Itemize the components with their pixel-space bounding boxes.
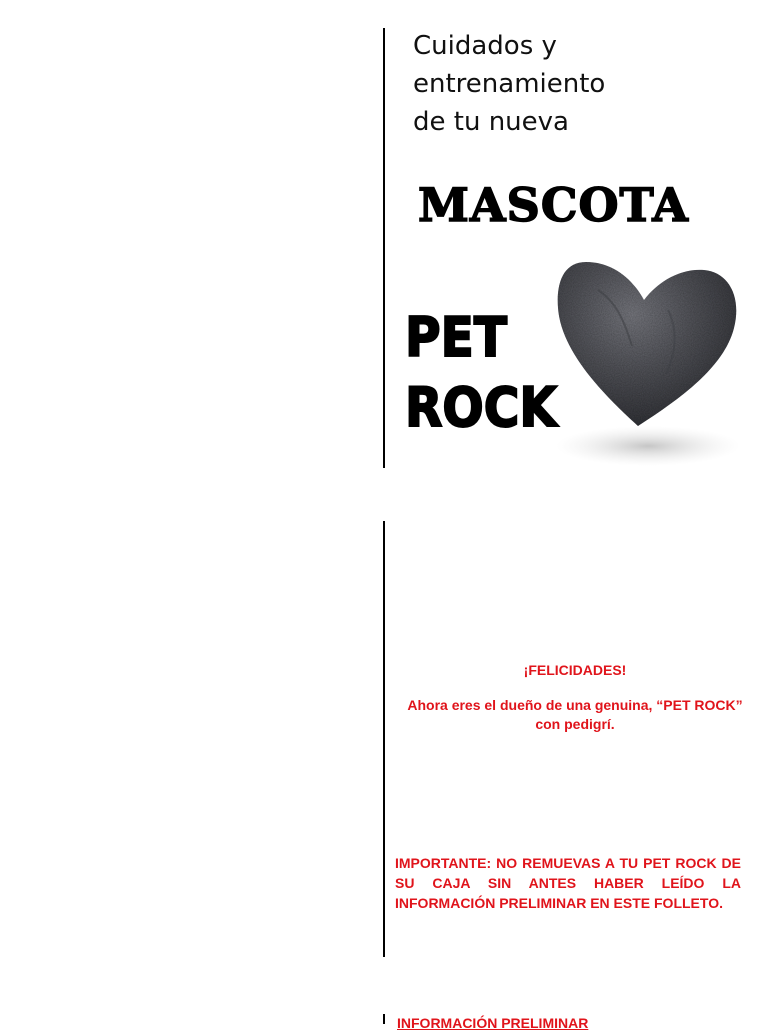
- mascota-heading: MASCOTA: [418, 178, 689, 232]
- rock-heart: [558, 262, 737, 426]
- fold-line: [383, 1014, 385, 1024]
- felicidades-heading: ¡FELICIDADES!: [523, 662, 627, 678]
- rock-shadow: [556, 426, 740, 466]
- cover-title-line: de tu nueva: [413, 107, 569, 137]
- pet-rock-line: PET: [405, 306, 507, 369]
- pet-rock-line: ROCK: [405, 376, 558, 439]
- heart-rock-image: [528, 250, 748, 470]
- cover-title-line: entrenamiento: [413, 69, 606, 99]
- cover-title-line: Cuidados y: [413, 31, 557, 61]
- preliminary-info-heading: INFORMACIÓN PRELIMINAR: [397, 1015, 589, 1031]
- owner-message: Ahora eres el dueño de una genuina, “PET ROCK” con pedigrí.: [407, 697, 743, 732]
- fold-line: [383, 28, 385, 468]
- important-notice: IMPORTANTE: NO REMUEVAS A TU PET ROCK DE SU CAJA SIN ANTES HABER LEÍDO LA INFORMACIÓN PRELIMINAR EN ESTE FOLLETO.: [395, 855, 741, 911]
- cover-title: [413, 27, 733, 141]
- fold-line: [383, 521, 385, 957]
